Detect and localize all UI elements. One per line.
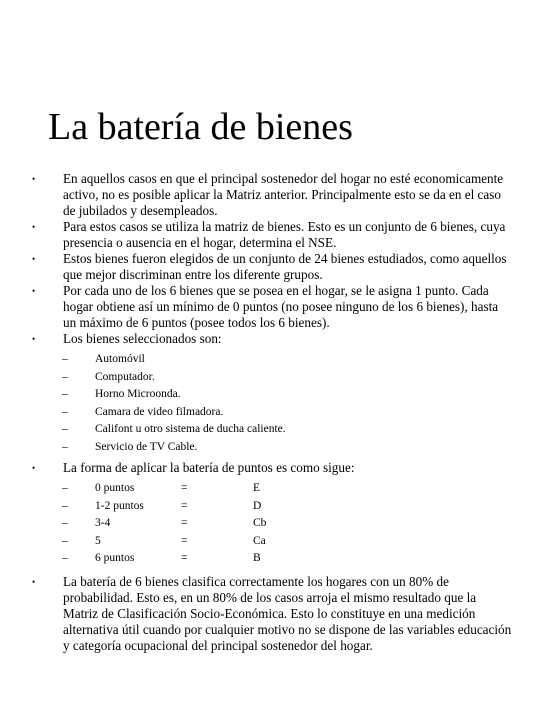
scoring-row bbox=[32, 533, 512, 551]
scoring-points: 0 puntos bbox=[95, 482, 135, 494]
scoring-row bbox=[32, 498, 512, 516]
goods-text: Servicio de TV Cable. bbox=[95, 440, 198, 453]
scoring-row bbox=[32, 515, 512, 533]
goods-item bbox=[32, 386, 512, 404]
goods-text: Automóvil bbox=[95, 353, 145, 365]
dash-mark: – bbox=[62, 353, 68, 365]
bullet-item bbox=[32, 171, 512, 219]
scoring-equals: = bbox=[181, 499, 188, 512]
bullet-text: En aquellos casos en que el principal sostenedor del hogar no esté economicamente activo, no es posible aplicar la Matriz anterior. Principalmente esto se da en el caso de jubilados y desempleados. bbox=[63, 171, 504, 218]
scoring-equals: = bbox=[181, 482, 188, 494]
bullet-text: Por cada uno de los 6 bienes que se posea en el hogar, se le asigna 1 punto. Cada hogar obtiene así un mínimo de 0 puntos (no posee ninguno de los 6 bienes), hasta un máximo de 6 puntos (posee todos los 6 bienes). bbox=[63, 283, 499, 330]
bullet-mark: • bbox=[32, 254, 36, 264]
bullet-text: Para estos casos se utiliza la matriz de bienes. Esto es un conjunto de 6 bienes, cuya presencia o ausencia en el hogar, determina el NSE. bbox=[63, 219, 506, 250]
slide-content bbox=[32, 171, 512, 654]
bullet-item bbox=[32, 574, 512, 654]
dash-mark: – bbox=[62, 552, 68, 564]
slide-title: La batería de bienes bbox=[48, 106, 353, 148]
bullet-item bbox=[32, 283, 512, 331]
goods-item bbox=[32, 439, 512, 457]
bullet-mark: • bbox=[32, 174, 36, 184]
dash-mark: – bbox=[62, 423, 68, 435]
dash-mark: – bbox=[62, 440, 68, 453]
bullet-mark: • bbox=[32, 222, 36, 232]
dash-mark: – bbox=[62, 370, 68, 383]
scoring-points: 1-2 puntos bbox=[95, 499, 144, 512]
dash-mark: – bbox=[62, 517, 68, 529]
bullet-item bbox=[32, 460, 512, 476]
bullet-text: La forma de aplicar la batería de puntos es como sigue: bbox=[63, 460, 355, 475]
bullet-mark: • bbox=[32, 286, 36, 296]
dash-mark: – bbox=[62, 388, 68, 400]
bullet-text: Los bienes seleccionados son: bbox=[63, 331, 222, 346]
scoring-code: B bbox=[253, 552, 261, 564]
scoring-row bbox=[32, 480, 512, 498]
scoring-row bbox=[32, 550, 512, 568]
goods-item bbox=[32, 421, 512, 439]
scoring-code: E bbox=[253, 482, 261, 494]
goods-text: Camara de video filmadora. bbox=[95, 405, 224, 418]
dash-mark: – bbox=[62, 499, 68, 512]
scoring-code: Ca bbox=[253, 534, 266, 547]
goods-list bbox=[32, 351, 512, 456]
bullet-mark: • bbox=[32, 334, 36, 344]
scoring-equals: = bbox=[181, 517, 188, 529]
bullet-mark: • bbox=[32, 463, 36, 473]
bullet-item bbox=[32, 219, 512, 251]
goods-text: Computador. bbox=[95, 370, 155, 383]
scoring-equals: = bbox=[181, 534, 188, 547]
scoring-list bbox=[32, 480, 512, 568]
bullet-item bbox=[32, 331, 512, 347]
scoring-points: 3-4 bbox=[95, 517, 111, 529]
scoring-code: Cb bbox=[253, 517, 267, 529]
scoring-equals: = bbox=[181, 552, 188, 564]
goods-item bbox=[32, 351, 512, 369]
goods-text: Califont u otro sistema de ducha caliente. bbox=[95, 423, 286, 435]
bullet-item bbox=[32, 251, 512, 283]
goods-item bbox=[32, 404, 512, 422]
dash-mark: – bbox=[62, 405, 68, 418]
bullet-mark: • bbox=[32, 576, 36, 587]
scoring-code: D bbox=[253, 499, 262, 512]
bullet-text: Estos bienes fueron elegidos de un conjunto de 24 bienes estudiados, como aquellos que mejor discriminan entre los diferente grupos. bbox=[63, 251, 507, 282]
bullet-text: La batería de 6 bienes clasifica correctamente los hogares con un 80% de probabilidad. Esto es, en un 80% de los casos arroja el mismo resultado que la Matriz de Clasificación Socio-Económica. Esto lo constituye en una medición alternativa útil cuando por cualquier motivo no se dispone de las variables educación y categoría ocupacional del principal sostenedor del hogar. bbox=[63, 573, 512, 653]
goods-text: Horno Microonda. bbox=[95, 388, 181, 400]
scoring-points: 6 puntos bbox=[95, 552, 135, 564]
scoring-points: 5 bbox=[95, 534, 101, 547]
goods-item bbox=[32, 369, 512, 387]
dash-mark: – bbox=[62, 534, 68, 547]
dash-mark: – bbox=[62, 482, 68, 494]
